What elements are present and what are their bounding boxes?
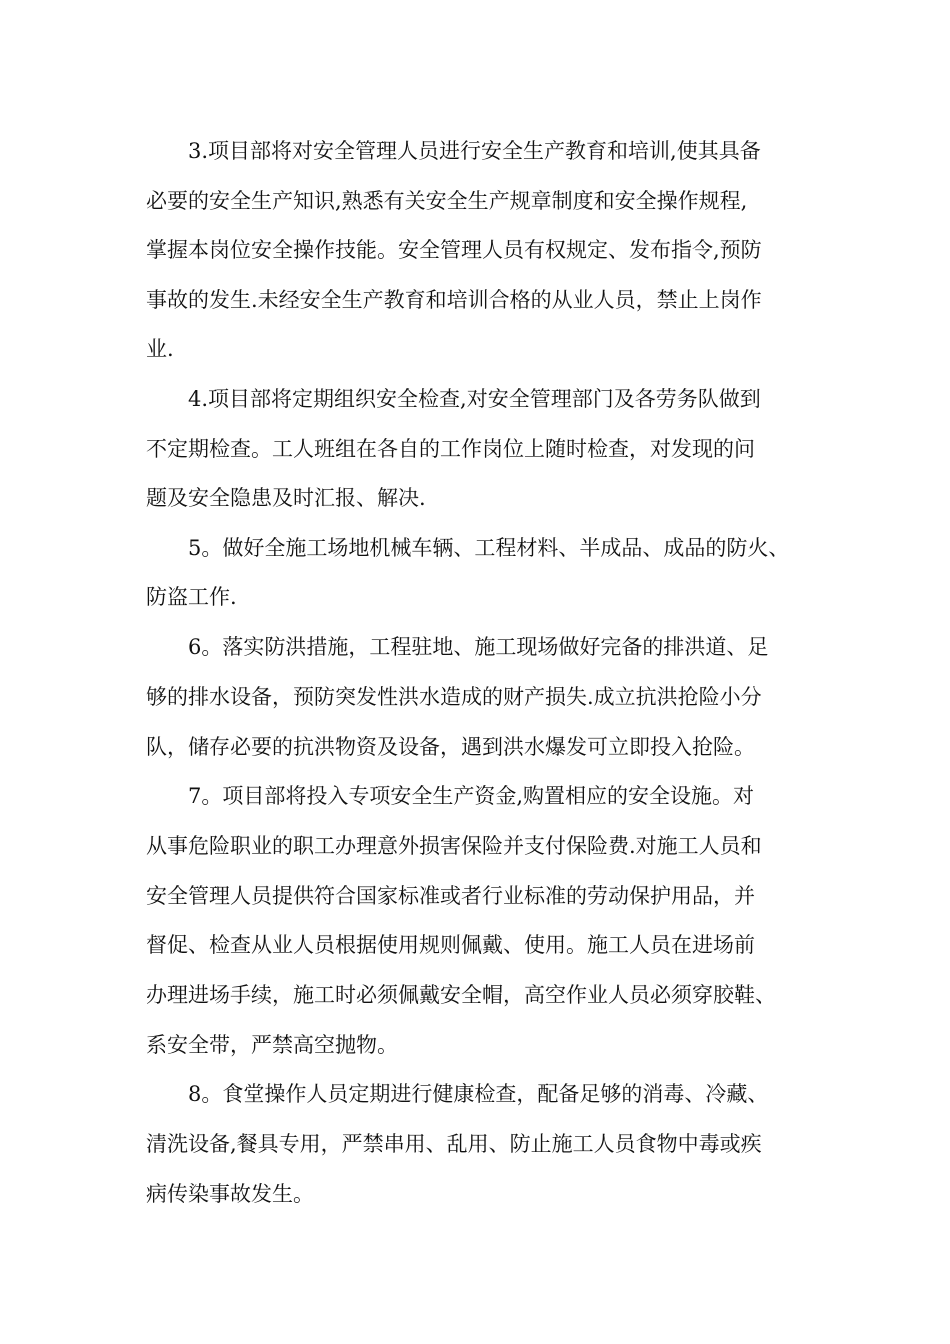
- paragraph-7-line-4: 督促、检查从业人员根据使用规则佩戴、使用。施工人员在进场前: [146, 933, 755, 957]
- paragraph-3-line-2: 必要的安全生产知识,熟悉有关安全生产规章制度和安全操作规程,: [146, 189, 748, 213]
- paragraph-4-line-3: 题及安全隐患及时汇报、解决.: [146, 486, 426, 510]
- paragraph-8-line-2: 清洗设备,餐具专用，严禁串用、乱用、防止施工人员食物中毒或疾: [146, 1132, 762, 1156]
- paragraph-7-line-3: 安全管理人员提供符合国家标准或者行业标准的劳动保护用品，并: [146, 884, 755, 908]
- paragraph-8-line-3: 病传染事故发生。: [146, 1182, 314, 1206]
- paragraph-4-line-1: 4.项目部将定期组织安全检查,对安全管理部门及各劳务队做到: [188, 387, 761, 411]
- paragraph-6-line-1: 6。落实防洪措施，工程驻地、施工现场做好完备的排洪道、足: [188, 635, 769, 659]
- paragraph-7-line-5: 办理进场手续，施工时必须佩戴安全帽，高空作业人员必须穿胶鞋、: [146, 983, 776, 1007]
- paragraph-7-line-2: 从事危险职业的职工办理意外损害保险并支付保险费.对施工人员和: [146, 834, 762, 858]
- paragraph-5-line-1: 5。做好全施工场地机械车辆、工程材料、半成品、成品的防火、: [188, 536, 790, 560]
- paragraph-6-line-2: 够的排水设备，预防突发性洪水造成的财产损失.成立抗洪抢险小分: [146, 685, 762, 709]
- paragraph-4-line-2: 不定期检查。工人班组在各自的工作岗位上随时检查，对发现的问: [146, 437, 755, 461]
- paragraph-3-line-5: 业.: [146, 337, 174, 361]
- paragraph-5-line-2: 防盗工作.: [146, 585, 237, 609]
- paragraph-7-line-6: 系安全带，严禁高空抛物。: [146, 1033, 398, 1057]
- paragraph-7-line-1: 7。项目部将投入专项安全生产资金,购置相应的安全设施。对: [188, 784, 755, 808]
- paragraph-6-line-3: 队，储存必要的抗洪物资及设备，遇到洪水爆发可立即投入抢险。: [146, 735, 755, 759]
- paragraph-8-line-1: 8。食堂操作人员定期进行健康检查，配备足够的消毒、冷藏、: [188, 1082, 769, 1106]
- paragraph-3-line-4: 事故的发生.未经安全生产教育和培训合格的从业人员，禁止上岗作: [146, 288, 762, 312]
- paragraph-3-line-3: 掌握本岗位安全操作技能。安全管理人员有权规定、发布指令,预防: [146, 238, 762, 262]
- paragraph-3-line-1: 3.项目部将对安全管理人员进行安全生产教育和培训,使其具备: [188, 139, 761, 163]
